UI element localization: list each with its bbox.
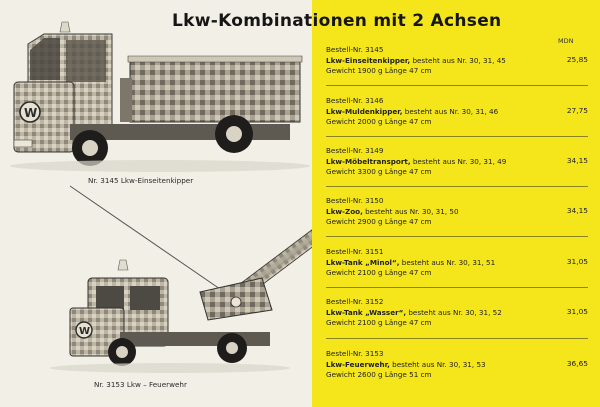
divider	[326, 287, 588, 288]
product-weight-length: Gewicht 1900 g Länge 47 cm	[326, 66, 432, 76]
product-name: Lkw-Tank „Minol“,	[326, 257, 400, 267]
order-number: Bestell-Nr. 3151	[326, 247, 384, 256]
order-number: Bestell-Nr. 3150	[326, 196, 384, 205]
product-description: besteht aus Nr. 30, 31, 51	[399, 257, 496, 267]
product-name: Lkw-Feuerwehr,	[326, 359, 390, 369]
order-number: Bestell-Nr. 3145	[326, 45, 384, 54]
list-item	[326, 96, 588, 128]
order-number: Bestell-Nr. 3152	[326, 297, 384, 306]
product-name: Lkw-Zoo,	[326, 206, 363, 216]
list-item	[326, 196, 588, 228]
dump-truck-photo	[0, 20, 312, 180]
svg-text:W: W	[24, 106, 38, 120]
product-price: 25,85	[566, 55, 588, 64]
divider	[326, 136, 588, 137]
product-description: besteht aus Nr. 30, 31, 49	[410, 156, 507, 166]
product-price: 36,65	[566, 359, 588, 368]
product-weight-length: Gewicht 3300 g Länge 47 cm	[326, 167, 432, 177]
list-item	[326, 247, 588, 279]
order-number: Bestell-Nr. 3153	[326, 349, 384, 358]
list-item	[326, 349, 588, 381]
product-description: besteht aus Nr. 30, 31, 46	[402, 106, 499, 116]
currency-label: MDN	[558, 37, 574, 45]
product-name: Lkw-Muldenkipper,	[326, 106, 403, 116]
product-description: besteht aus Nr. 30, 31, 52	[406, 307, 502, 317]
product-name: Lkw-Einseitenkipper,	[326, 55, 411, 65]
product-description: besteht aus Nr. 30, 31, 53	[389, 359, 486, 369]
list-item	[326, 45, 588, 77]
product-description: besteht aus Nr. 30, 31, 50	[362, 206, 459, 216]
divider	[326, 186, 588, 187]
product-weight-length: Gewicht 2600 g Länge 51 cm	[326, 370, 432, 380]
product-name: Lkw-Tank „Wasser“,	[326, 307, 407, 317]
product-weight-length: Gewicht 2000 g Länge 47 cm	[326, 117, 432, 127]
product-description: besteht aus Nr. 30, 31, 45	[410, 55, 506, 65]
caption-top: Nr. 3145 Lkw-Einseitenkipper	[88, 176, 194, 185]
list-item	[326, 146, 588, 178]
order-number: Bestell-Nr. 3149	[326, 146, 384, 155]
page-title: Lkw-Kombinationen mit 2 Achsen	[172, 11, 502, 31]
product-weight-length: Gewicht 2900 g Länge 47 cm	[326, 217, 432, 227]
caption-bottom: Nr. 3153 Lkw – Feuerwehr	[94, 380, 187, 389]
product-price: 27,75	[566, 106, 588, 115]
product-price: 31,05	[566, 307, 588, 316]
list-item	[326, 297, 588, 329]
divider	[326, 236, 588, 237]
product-weight-length: Gewicht 2100 g Länge 47 cm	[326, 318, 432, 328]
divider	[326, 338, 588, 339]
product-price: 34,15	[566, 206, 588, 215]
product-weight-length: Gewicht 2100 g Länge 47 cm	[326, 268, 432, 278]
divider	[326, 85, 588, 86]
product-price: 31,05	[566, 257, 588, 266]
product-name: Lkw-Möbeltransport,	[326, 156, 411, 166]
svg-text:W: W	[79, 326, 91, 337]
fire-truck-photo	[0, 182, 312, 382]
order-number: Bestell-Nr. 3146	[326, 96, 384, 105]
product-price: 34,15	[566, 156, 588, 165]
